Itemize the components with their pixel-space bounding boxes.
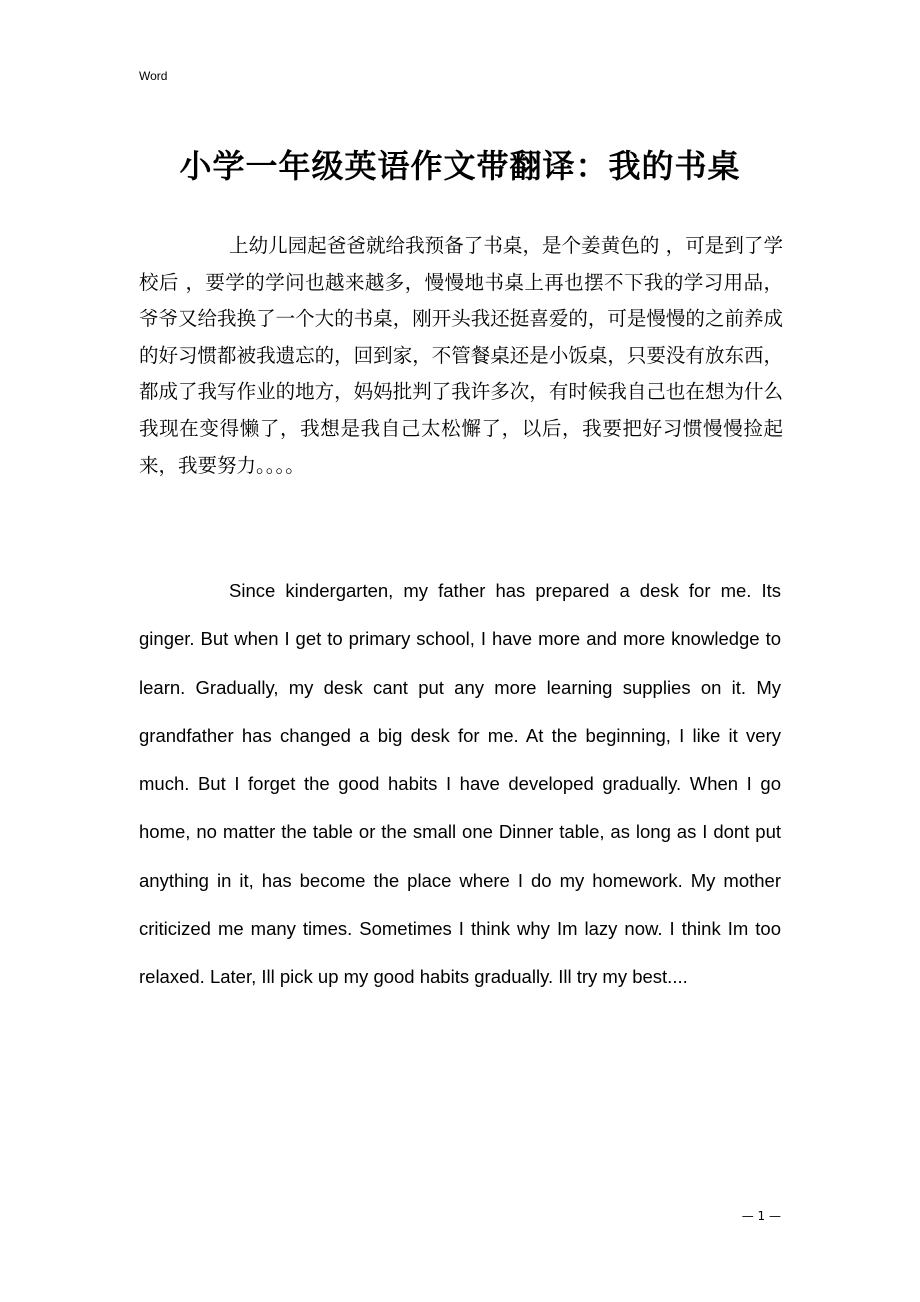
- chinese-paragraph: 上幼儿园起爸爸就给我预备了书桌，是个姜黄色的 ，可是到了学校后 ，要学的学问也越来越多，慢慢地书桌上再也摆不下我的学习用品，爷爷又给我换了一个大的书桌，刚开头我还挺喜爱的，可是慢慢的之前养成的好习惯都被我遗忘的，回到家，不管餐桌还是小饭桌，只要没有放东西，都成了我写作业的地方，妈妈批判了我许多次，有时候我自己也在想为什么我现在变得懒了，我想是我自己太松懈了，以后，我要把好习惯慢慢捡起来，我要努力。。。。: [139, 234, 783, 477]
- page-title: 小学一年级英语作文带翻译：我的书桌: [179, 147, 741, 185]
- page-number: — 1 —: [741, 1209, 781, 1223]
- english-paragraph: Since kindergarten, my father has prepared a desk for me. Its ginger. But when I get to primary school, I have more and more knowledge to learn. Gradually, my desk cant put any more learning supplies on it. My grandfather has changed a big desk for me. At the beginning, I like it very much. But I forget the good habits I have developed gradually. When I go home, no matter the table or the small one Dinner table, as long as I dont put anything in it, has become the place where I do my homework. My mother criticized me many times. Sometimes I think why Im lazy now. I think Im too relaxed. Later, Ill pick up my good habits gradually. Ill try my best....: [139, 580, 781, 988]
- header-label: Word: [139, 69, 168, 83]
